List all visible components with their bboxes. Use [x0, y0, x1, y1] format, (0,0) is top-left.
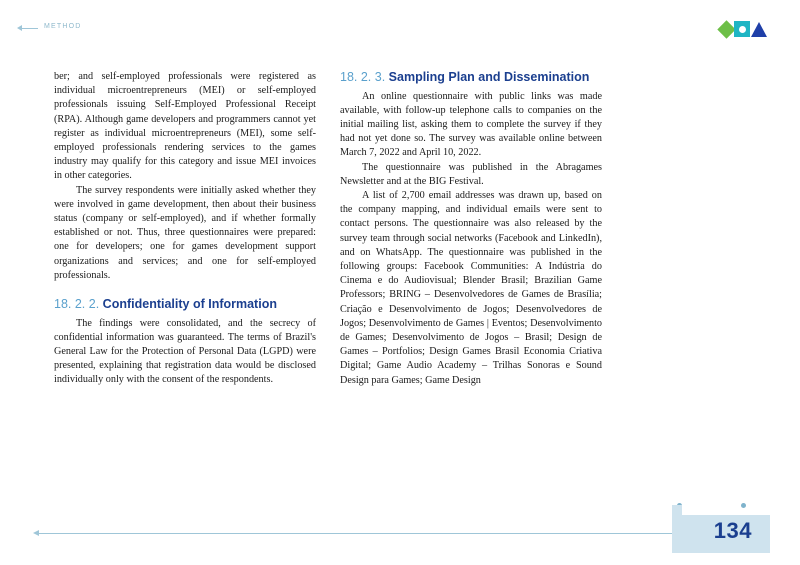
section-number: 18. 2. 2. — [54, 297, 100, 312]
right-text-column — [340, 70, 602, 388]
paragraph: ber; and self-employed professionals were registered as individual microentrepreneurs (MEI) or self-employed professionals issuing Self-Employed Professional Receipt (RPA). Although game developers and programmers cannot yet register as individual microentrepreneurs (MEI), some self-employed professionals rendering services to the games industry may qualify for this category and issue MEI invoices in other categories. — [54, 71, 316, 182]
footer-rule — [36, 533, 696, 534]
triangle-mark-icon — [751, 22, 767, 37]
header-rule — [20, 28, 38, 29]
left-text-column — [54, 70, 316, 388]
page-number: 134 — [713, 518, 752, 543]
section-title: Sampling Plan and Dissemination — [388, 70, 590, 84]
paragraph: The questionnaire was published in the Abragames Newsletter and at the BIG Festival. — [340, 161, 602, 187]
header-logo-marks — [720, 21, 767, 37]
running-head: METHOD — [44, 23, 82, 30]
paragraph: A list of 2,700 email addresses was drawn up, based on the company mapping, and individual emails were sent to contact persons. The questionnaire was also released by the survey team through social networks (Facebook and LinkedIn), and on WhatsApp. The questionnaire was published in the following groups: Facebook Communities: A Indústria do Cinema e do Audiovisual; Blender Brasil; Brazilian Game Professors; BRING – Desenvolvedores de Games de Brasília; Criação e Desenvolvimento de Jogos; Desenvolvedores de Jogos; Desenvolvimento de Games | Eventos; Desenvolvimento de Games; Desenvolvimento de Jogos – Brasil; Design de Games – Portfolios; Design Games Brasil Economia Criativa Digital; Game Audio Academy – Trilhas Sonoras e Sound Design para Games; Game Design — [340, 189, 602, 386]
section-heading-sampling-plan — [340, 70, 602, 86]
paragraph: The survey respondents were initially asked whether they were involved in game development, then about their business status (company or self-employed), and if whether formally established or not. Thus, three questionnaires were prepared: one for developers; one for games development support organizations and services; and one for self-employed professionals. — [54, 184, 316, 281]
paragraph: An online questionnaire with public links was made available, with follow-up telephone calls to companies on the initial mailing list, asking them to complete the survey if they had not yet done so. The survey was available online between March 7, 2022 and April 10, 2022. — [340, 90, 602, 159]
section-number: 18. 2. 3. — [340, 70, 386, 84]
section-heading-confidentiality — [54, 297, 316, 313]
circle-square-mark-icon — [734, 21, 750, 37]
page-header — [0, 0, 800, 58]
diamond-mark-icon — [717, 20, 735, 38]
footer-dot-icon — [741, 503, 746, 508]
section-title: Confidentiality of Information — [102, 297, 277, 312]
paragraph: The findings were consolidated, and the secrecy of confidential information was guaranteed. The terms of Brazil's General Law for the Protection of Personal Data (LGPD) were presented, explaining that registration data would be disclosed individually only with the consent of the respondents. — [54, 317, 316, 386]
page-number-block — [660, 503, 770, 551]
